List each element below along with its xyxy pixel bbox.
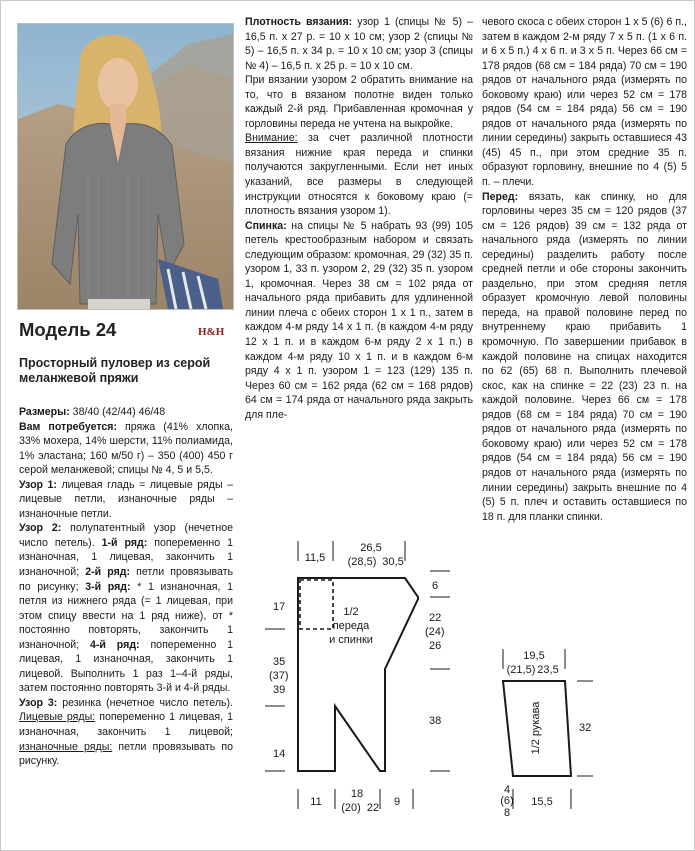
pattern-1-paragraph <box>19 478 233 522</box>
pattern-1-value: лицевая гладь = лицевые ряды – лицевые петли, изнаночные ряды – изнаночные петли. <box>19 478 233 520</box>
materials-value: пряжа (41% хлопка, 33% мохера, 14% шерсти, 11% полиамида, 1% эластана; 160 м/50 г) – 350 (400) 450 г серой меланжевой; спицы № 4, 5 и 5,5. <box>19 420 233 477</box>
attention-value: за счет различной плотности вязания нижние края переда и спинки получаются закругленными. Если нет иных указаний, все размеры в следующей инструкции относятся к боковому краю (= плотность вязания узором 1). <box>245 132 473 218</box>
row-1-text: попеременно 1 изнаночная, 1 лицевая, закончить 1 изнаночной; <box>19 536 233 579</box>
dim-bottom-22: 22 <box>366 802 380 814</box>
pattern-1-label: Узор 1: <box>19 478 57 491</box>
back-label: Спинка: <box>245 219 287 232</box>
front-label: Перед: <box>482 190 519 203</box>
dim-sleeve-top-23-5: 23,5 <box>537 664 559 676</box>
pattern-2-intro: полупатентный узор (нечетное число петель). <box>19 522 234 549</box>
dim-top-30-5: 30,5 <box>382 556 404 568</box>
dim-bottom-9: 9 <box>393 796 401 808</box>
model-photo <box>17 23 234 310</box>
back-rows-label: изнаночные ряды: <box>19 740 113 753</box>
row-2-label: 2-й ряд: <box>85 566 131 579</box>
dim-left-35: 35 <box>273 656 286 668</box>
publisher-logo: H&H <box>198 326 225 338</box>
instructions-column-3 <box>482 15 687 524</box>
materials-label: Вам потребуется: <box>19 420 117 433</box>
instructions-column-1 <box>19 405 233 769</box>
dim-left-37: (37) <box>269 670 289 682</box>
back-rows-text: петли провязывать по рисунку. <box>19 740 233 768</box>
dim-sleeve-bottom-6: (6) <box>500 795 514 807</box>
row-3-text: * 1 изнаночная, 1 петля из нижнего ряда (= 1 лицевая, при этом спицу ввести на 1 ряд ниже), от * постоянно повторять, закончить 1 изнаночной; <box>19 580 234 651</box>
dim-sleeve-bottom-15-5: 15,5 <box>531 796 553 808</box>
pattern-3-label: Узор 3: <box>19 696 58 709</box>
dim-left-17: 17 <box>273 601 286 613</box>
pattern-2-paragraph <box>19 521 233 696</box>
row-1-label: 1-й ряд: <box>101 536 148 549</box>
dim-left-14: 14 <box>273 748 286 760</box>
front-rows-text: попеременно 1 лицевая, 1 изнаночная, закончить 1 лицевой; <box>19 711 233 739</box>
model-subtitle: Просторный пуловер из серой меланжевой пряжи <box>19 356 211 385</box>
sizes-label: Размеры: <box>19 406 70 418</box>
dim-sleeve-top-21-5: (21,5) <box>506 664 536 676</box>
dim-left-39: 39 <box>273 684 286 696</box>
dim-right-38: 38 <box>429 715 442 727</box>
back-paragraph <box>245 219 473 423</box>
front-value: вязать, как спинку, но для горловины через 35 см = 120 рядов (37 см = 126 рядов) 39 см = 132 ряда от начального ряда (измерять по линии середины) разделить работу после средней петли и обе стороны закончить раздельно, при этом средняя петля образует кромочную левой половины переда, на правой половине перед по внутреннему краю прибавить 1 кромочную. По завершении прибавок в каждой половине на спицах находится по 62 (65) 68 п. Выполнить плечевой скос, как на спинке = 22 (23) 23 п. на каждой половине. Через 66 см = 178 рядов (68 см = 184 ряда) 70 см = 190 рядов от начального ряда (измерять по боковому краю) или через 52 см = 178 рядов (54 см = 184 ряда) 56 см = 190 рядов от начального ряда (измерять по линии середины) закрыть внешние по 4 (5) 5 п. плеч и оставить оставшиеся по 18 п. для планки спинки. <box>482 190 687 523</box>
dim-bottom-20: (20) <box>341 802 361 814</box>
density-paragraph <box>245 15 473 73</box>
dim-top-11-5: 11,5 <box>304 552 326 564</box>
pattern-schematic <box>245 531 695 831</box>
dim-top-28-5: (28,5) <box>347 556 377 568</box>
model-photo-illustration <box>18 24 233 309</box>
pattern-3-paragraph <box>19 696 233 769</box>
front-rows-label: Лицевые ряды: <box>19 711 96 724</box>
materials-paragraph <box>19 420 233 478</box>
dim-right-24: (24) <box>425 626 445 638</box>
attention-paragraph <box>245 131 473 218</box>
dim-bottom-11: 11 <box>310 796 322 808</box>
attention-label: Внимание: <box>245 132 298 145</box>
row-2-text: петли провязывать по рисунку; <box>19 566 234 593</box>
front-paragraph <box>482 190 687 525</box>
sleeve-label: 1/2 рукава <box>530 701 542 755</box>
dim-sleeve-bottom-8: 8 <box>503 807 511 819</box>
pattern-3-intro: резинка (нечетное число петель). <box>57 696 233 709</box>
dim-sleeve-top-19-5: 19,5 <box>523 650 545 662</box>
density-label: Плотность вязания: <box>245 16 353 28</box>
dim-sleeve-bottom-4: 4 <box>503 784 511 796</box>
density-value: узор 1 (спицы № 5) – 16,5 п. x 27 р. = 10 x 10 см; узор 2 (спицы № 5) – 16,5 п. x 34 р. = 10 x 10 см; узор 3 (спицы № 4) – 16,5 п. x 25 р. = 10 x 10 см. <box>245 16 473 72</box>
row-4-label: 4-й ряд: <box>90 638 140 651</box>
row-4-text: попеременно 1 лицевая, 1 изнаночная, закончить 1 лицевой. Выполнить 1 раз 1–4-й ряды, затем постоянно повторять 3-й и 4-й ряды. <box>19 638 233 695</box>
instructions-column-2 <box>245 15 473 422</box>
dim-bottom-18: 18 <box>350 788 364 800</box>
body-label-line-2: переда <box>332 620 370 632</box>
row-3-label: 3-й ряд: <box>85 580 131 593</box>
dim-right-22: 22 <box>429 612 442 624</box>
dim-sleeve-right-32: 32 <box>579 722 592 734</box>
model-title: Модель 24 <box>19 319 117 340</box>
dim-top-26-5: 26,5 <box>360 542 382 554</box>
dim-right-6: 6 <box>432 580 439 592</box>
sizes-paragraph <box>19 405 233 420</box>
back-value: на спицы № 5 набрать 93 (99) 105 петель крестообразным набором и связать следующим образом: кромочная, 29 (32) 35 п. узором 1, 33 п. узором 2, 29 (32) 35 п. узором 1, кромочная. Через 38 см = 102 ряда от начального ряда прибавить для удлиненной линии плеча с обеих сторон 1 x 1 п., затем в каждом 4-м ряду 14 x 1 п. (в каждом 4-м ряду 12 x 1 п. и в каждом 6-м ряду 2 x 1 п.) в каждом 4-м ряду 10 x 1 п. и в каждом 6-м ряду 4 x 1 п. узором 1 = 123 (129) 135 п. Через 60 см = 162 ряда (62 см = 168 рядов) 64 см = 174 ряда от начального ряда закрыть для пле- <box>245 219 473 421</box>
body-label-line-1: 1/2 <box>343 606 359 618</box>
pattern-2-label: Узор 2: <box>19 522 62 535</box>
sizes-value: 38/40 (42/44) 46/48 <box>69 406 166 418</box>
body-label-line-3: и спинки <box>329 634 373 646</box>
dim-right-26: 26 <box>429 640 442 652</box>
neckline-dashed-outline <box>300 580 333 629</box>
back-continued-paragraph: чевого скоса с обеих сторон 1 x 5 (6) 6 п., затем в каждом 2-м ряду 7 x 5 п. (1 x 6 п. и 6 x 5 п.) 4 x 6 п. и 3 x 5 п. Через 66 см = 178 рядов (68 см = 184 ряда) 70 см = 190 рядов от начального ряда (измерять по боковому краю) или через 52 см = 178 рядов (54 см = 184 ряда) 56 см = 190 рядов от начального ряда (измерять по линии середины) закрыть оставшиеся 43 (45) 45 п., при этом средние 35 п. образуют горловину, внешние по 4 (5) 5 п. – плечи. <box>482 16 687 189</box>
note-paragraph: При вязании узором 2 обратить внимание на то, что в вязаном полотне виден только каждый 2-й ряд. Прибавленная кромочная у горловины переда не учтена на выкройке. <box>245 74 473 130</box>
